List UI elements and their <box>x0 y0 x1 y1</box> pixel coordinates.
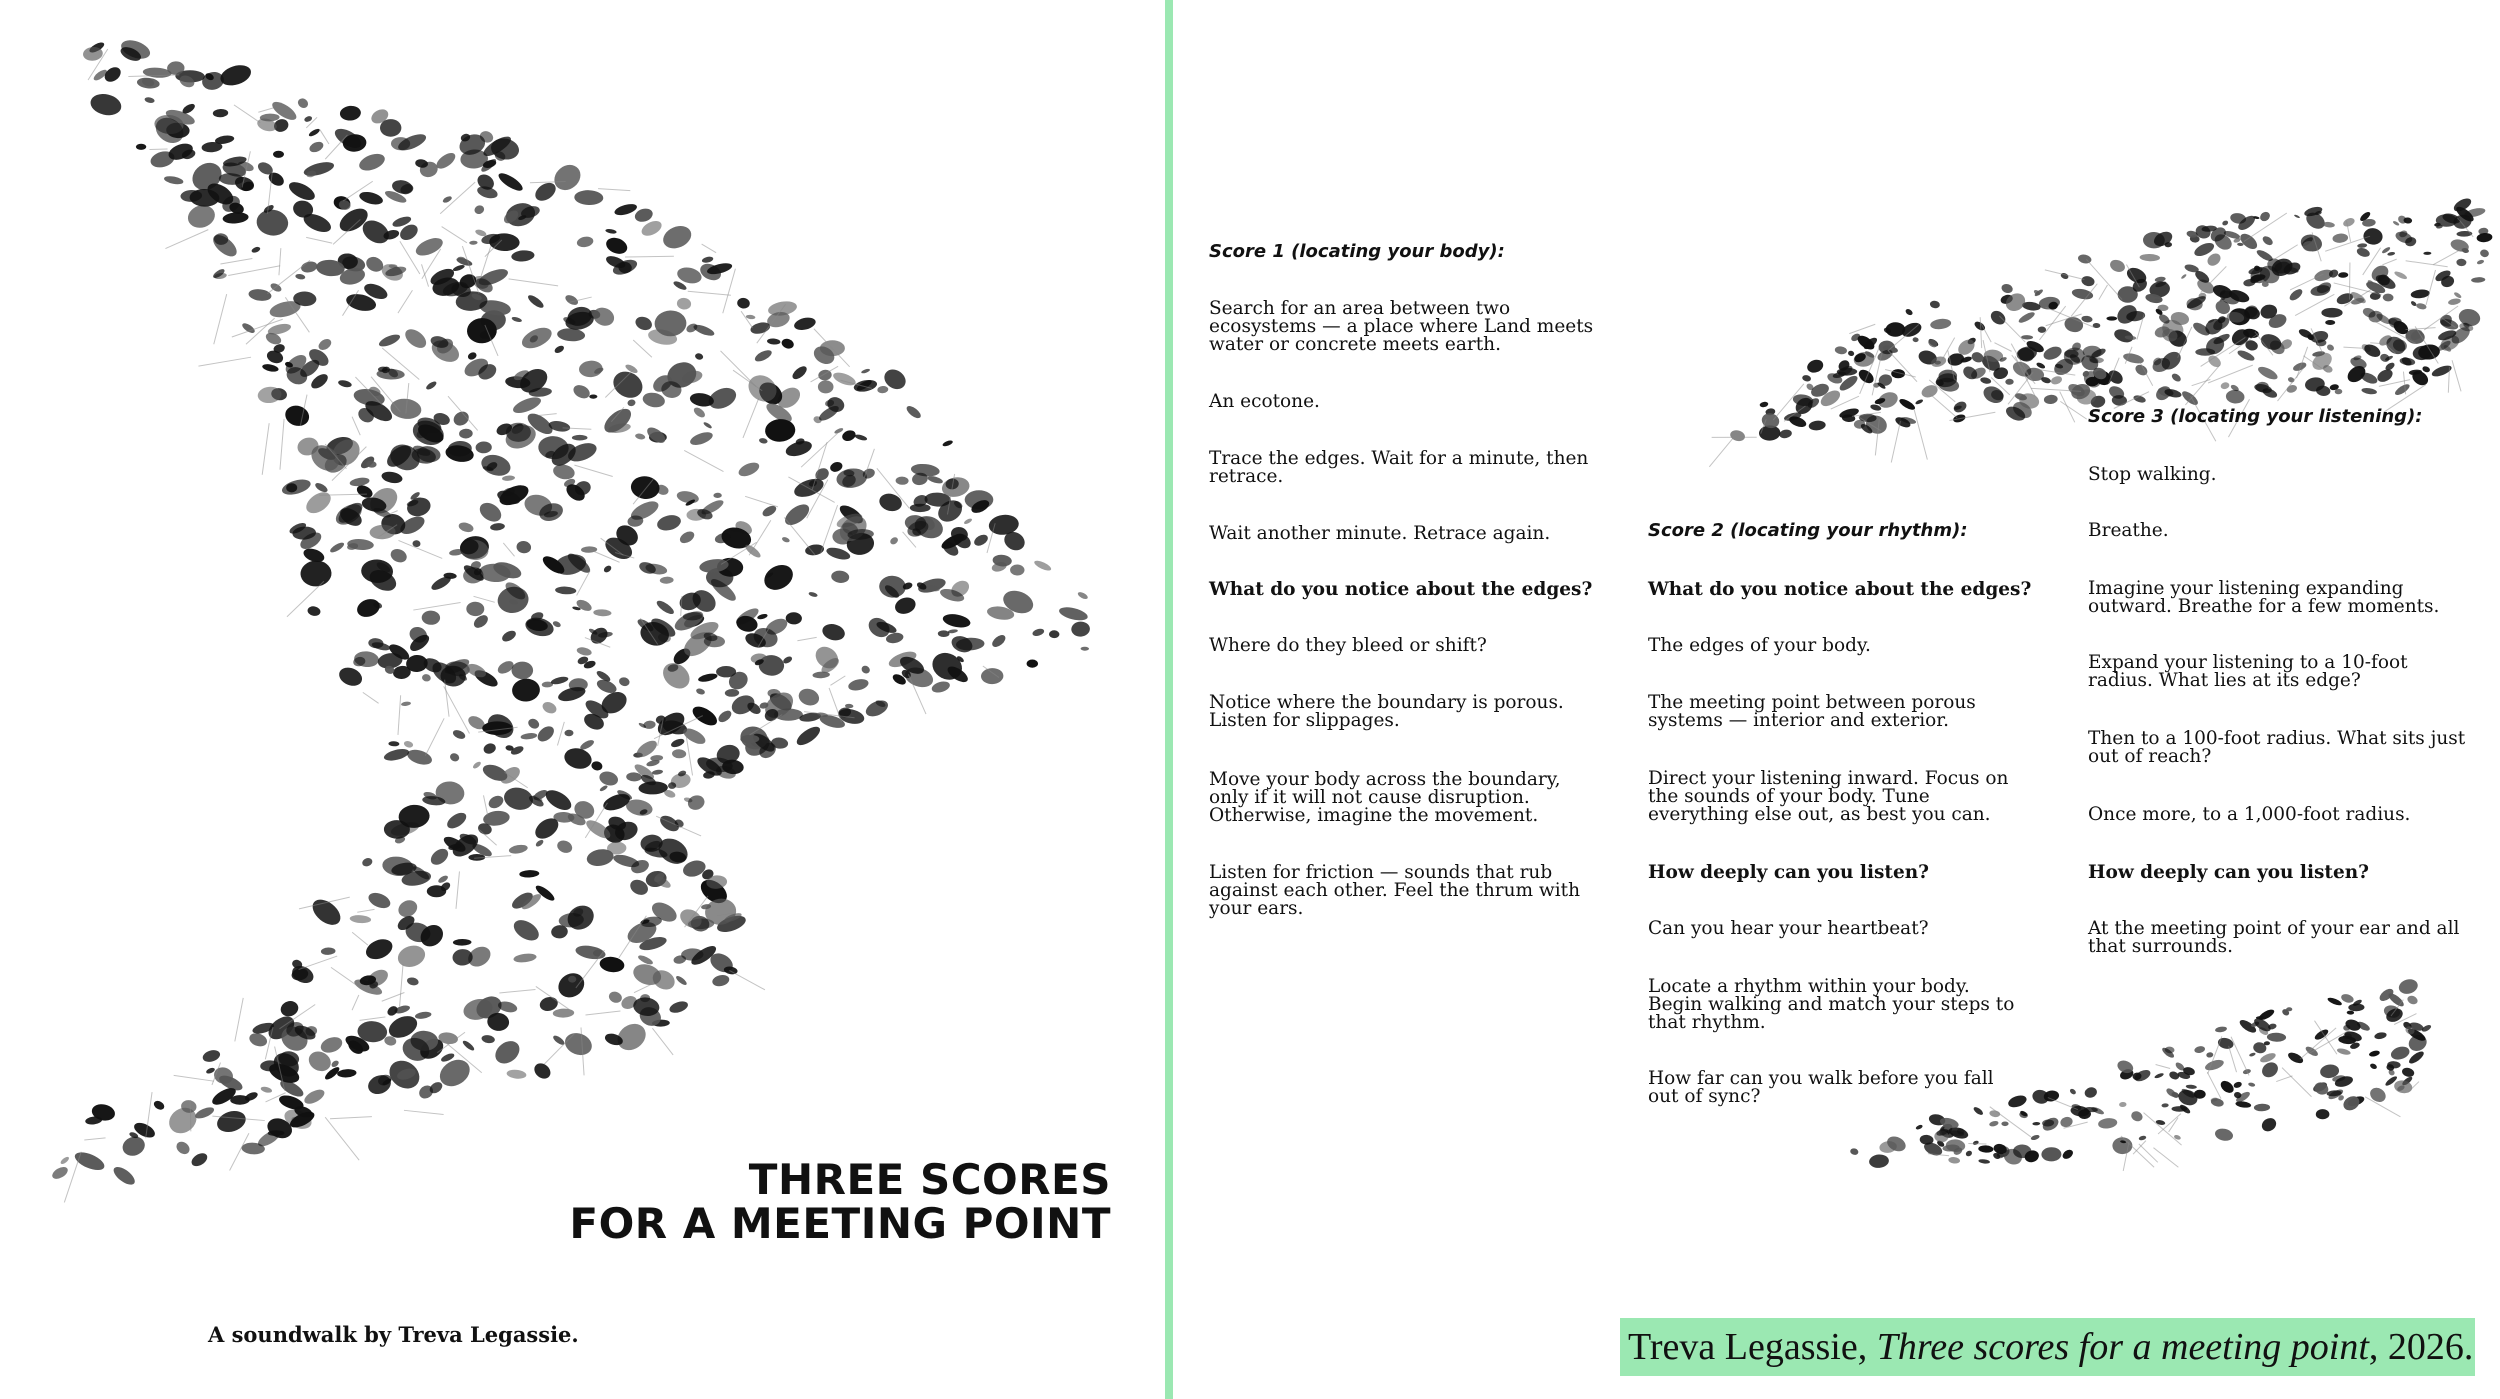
score1-line: ecosystems — a place where Land meets <box>1209 316 1594 337</box>
score1-line: Listen for friction — sounds that rub <box>1209 862 1553 883</box>
score2-line: the sounds of your body. Tune <box>1648 786 1930 807</box>
cover-title <box>569 1155 1111 1248</box>
score2-line: everything else out, as best you can. <box>1648 804 1991 825</box>
score2-line: systems — interior and exterior. <box>1648 710 1949 731</box>
score3-line: Expand your listening to a 10-foot <box>2088 652 2408 673</box>
score2-line: Direct your listening inward. Focus on <box>1648 768 2009 789</box>
score3-line: out of reach? <box>2088 746 2212 767</box>
caption-author: Treva Legassie, <box>1628 1326 1877 1368</box>
score3-line: radius. What lies at its edge? <box>2088 670 2361 691</box>
score1-line: water or concrete meets earth. <box>1209 334 1501 355</box>
score1-line: Wait another minute. Retrace again. <box>1209 523 1551 544</box>
score3-line: outward. Breathe for a few moments. <box>2088 596 2440 617</box>
figure-caption <box>1620 1318 2475 1376</box>
score3-line: Imagine your listening expanding <box>2088 578 2404 599</box>
score1-line: Trace the edges. Wait for a minute, then <box>1209 448 1589 469</box>
cover-byline: A soundwalk by Treva Legassie. <box>208 1322 579 1347</box>
score2-line: How far can you walk before you fall <box>1648 1068 1994 1089</box>
score-2-column <box>1648 0 2048 1150</box>
score1-line: Listen for slippages. <box>1209 710 1400 731</box>
score3-line: How deeply can you listen? <box>2088 862 2370 883</box>
score-2-heading: Score 2 (locating your rhythm): <box>1648 520 1968 541</box>
score3-line: At the meeting point of your ear and all <box>2088 918 2460 939</box>
score2-line: The edges of your body. <box>1648 635 1871 656</box>
score1-line: An ecotone. <box>1209 391 1320 412</box>
score2-line: What do you notice about the edges? <box>1648 579 2032 600</box>
score1-line: retrace. <box>1209 466 1284 487</box>
score1-line: Where do they bleed or shift? <box>1209 635 1487 656</box>
score2-line: Can you hear your heartbeat? <box>1648 918 1929 939</box>
score3-line: Breathe. <box>2088 520 2169 541</box>
score-1-heading: Score 1 (locating your body): <box>1209 241 1505 262</box>
caption-work-title: Three scores for a meeting point <box>1876 1326 2369 1368</box>
caption-year: , 2026. <box>2368 1326 2474 1368</box>
score1-line: only if it will not cause disruption. <box>1209 787 1530 808</box>
score1-line: against each other. Feel the thrum with <box>1209 880 1581 901</box>
score2-line: out of sync? <box>1648 1086 1761 1107</box>
score3-line: Stop walking. <box>2088 464 2217 485</box>
score3-line: Then to a 100-foot radius. What sits just <box>2088 728 2466 749</box>
score2-line: How deeply can you listen? <box>1648 862 1930 883</box>
scores-page <box>1173 0 2500 1399</box>
cover-title-line-2: FOR A MEETING POINT <box>569 1199 1111 1248</box>
score1-line: What do you notice about the edges? <box>1209 579 1593 600</box>
score2-line: The meeting point between porous <box>1648 692 1976 713</box>
page-divider <box>1165 0 1173 1399</box>
score1-line: Search for an area between two <box>1209 298 1511 319</box>
score3-line: Once more, to a 1,000-foot radius. <box>2088 804 2411 825</box>
score2-line: Begin walking and match your steps to <box>1648 994 2015 1015</box>
score2-line: Locate a rhythm within your body. <box>1648 976 1970 997</box>
score1-line: Move your body across the boundary, <box>1209 769 1561 790</box>
score2-line: that rhythm. <box>1648 1012 1766 1033</box>
score1-line: your ears. <box>1209 898 1304 919</box>
cover-title-line-1: THREE SCORES <box>748 1155 1111 1204</box>
score-3-column <box>2088 0 2488 1000</box>
score-3-heading: Score 3 (locating your listening): <box>2088 406 2423 427</box>
score1-line: Otherwise, imagine the movement. <box>1209 805 1539 826</box>
cover-page <box>0 0 1165 1399</box>
score3-line: that surrounds. <box>2088 936 2233 957</box>
score-1-column <box>1209 0 1609 1000</box>
score1-line: Notice where the boundary is porous. <box>1209 692 1564 713</box>
